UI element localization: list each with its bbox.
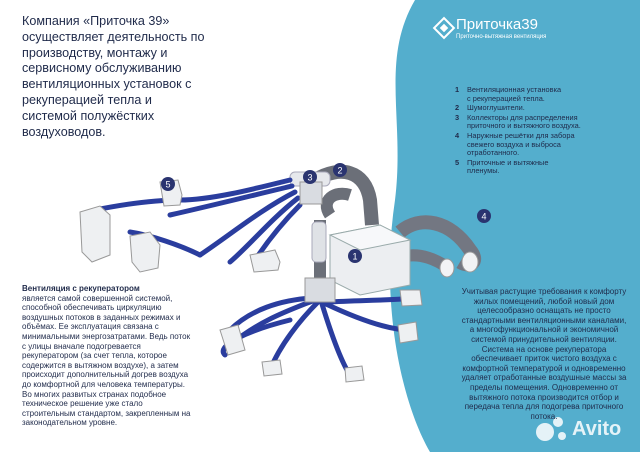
logo-subtitle: Приточно-вытяжная вентиляция xyxy=(456,34,547,40)
legend-item xyxy=(455,86,620,103)
legend-text: Наружные решётки для забора свежего воздуха и выброса отработанного. xyxy=(467,130,575,158)
collector xyxy=(305,278,335,302)
legend-item xyxy=(455,159,620,176)
svg-text:2: 2 xyxy=(337,165,343,176)
legend-item xyxy=(455,104,620,113)
plenum xyxy=(80,206,110,262)
legend-text: Шумоглушители. xyxy=(467,103,525,113)
recuperator-description xyxy=(22,284,192,428)
recuperator-heading: Вентиляция с рекуператором xyxy=(22,284,140,293)
marker-3 xyxy=(303,170,317,184)
marker-4 xyxy=(477,209,491,223)
legend-text: Вентиляционная установка с рекуперацией тепла. xyxy=(467,85,562,103)
legend-number: 2 xyxy=(455,103,460,113)
svg-text:3: 3 xyxy=(307,172,313,183)
legend-text: Коллекторы для распределения приточного и вытяжного воздуха. xyxy=(467,112,581,131)
legend xyxy=(455,86,620,177)
logo-title: Приточка39 xyxy=(456,16,538,33)
svg-text:4: 4 xyxy=(481,211,487,222)
legend-number: 3 xyxy=(455,112,460,122)
outdoor-grille xyxy=(462,252,478,272)
legend-number: 5 xyxy=(455,157,460,167)
legend-item xyxy=(455,114,620,131)
legend-number: 1 xyxy=(455,85,460,94)
outdoor-grille xyxy=(440,259,454,277)
marker-1 xyxy=(348,249,362,263)
marker-5 xyxy=(161,177,175,191)
silencer xyxy=(312,222,326,262)
collector xyxy=(300,182,322,204)
svg-text:1: 1 xyxy=(352,251,358,262)
svg-text:5: 5 xyxy=(165,179,171,190)
avito-watermark: Avito xyxy=(572,418,622,440)
legend-item xyxy=(455,132,620,158)
intro-text: Компания «Приточка 39» осуществляет деятельность по производству, монтажу и сервисному обслуживанию вентиляционных установок с рекуперацией тепла и системой полужёстких воздуховодов. xyxy=(22,14,205,139)
legend-number: 4 xyxy=(455,130,460,140)
legend-text: Приточные и вытяжные пленумы. xyxy=(467,157,549,176)
marker-2 xyxy=(333,163,347,177)
plenum xyxy=(398,322,418,343)
plenum xyxy=(345,366,364,382)
recuperator-body: является самой совершенной системой, способной обеспечивать циркуляцию воздушных потоков в заданных режимах и объёмах. Ее эксплуатация связана с минимальными энергозатратами. Ведь поток с улицы вначале подогревается рекуператором (за счет тепла, которое содержится в вытяжном воздухе), а затем происходит дополнительный догрев воздуха до комфортной для человека температуры. Во многих развитых странах подобное техническое решение уже стало строительным стандартом, закрепленным на законодательном уровне. xyxy=(22,293,191,428)
plenum xyxy=(400,290,422,306)
comfort-description: Учитывая растущие требования к комфорту жилых помещений, любой новый дом целесообразно оснащать не просто стандартными вентиляционными каналами, а многофункциональной и экономичной системой принудительной вентиляции. Система на основе рекуператора обеспечивает приток чистого воздуха с комфортной температурой и одновременно удаляет отработанные воздушные массы за пределы помещения. Одновременно от вытяжного потока производится отбор и передача тепла для подогрева приточного потока. xyxy=(461,287,627,421)
plenum xyxy=(262,360,282,376)
